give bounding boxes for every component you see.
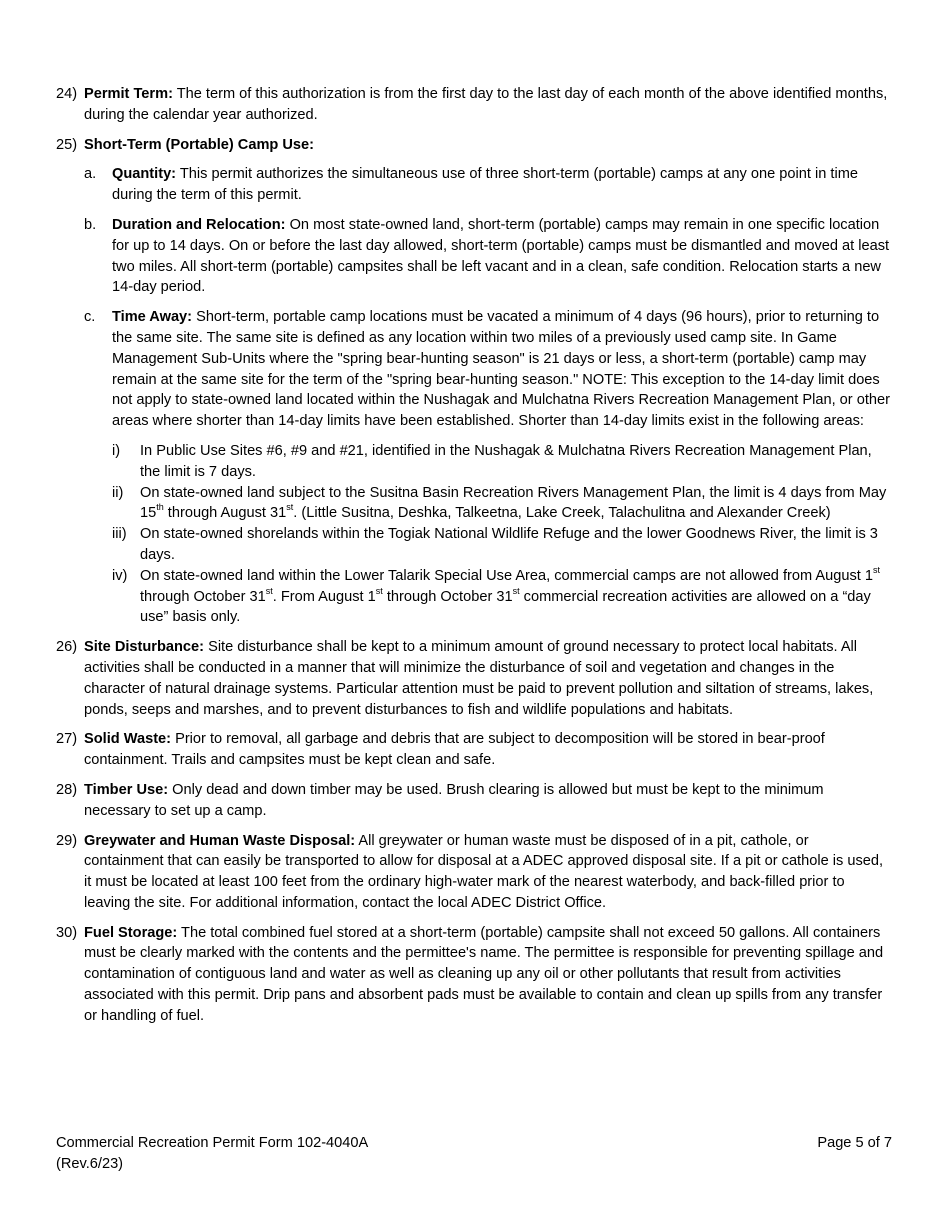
document-body	[56, 84, 892, 1036]
area-text: In Public Use Sites #6, #9 and #21, identified in the Nushagak & Mulchatna Rivers Recreation Management Plan, the limit is 7 days.	[140, 442, 872, 480]
item-number: 30)	[56, 924, 78, 941]
footer-form-info	[56, 1133, 368, 1175]
item-text: Only dead and down timber may be used. Brush clearing is allowed but must be kept to the minimum necessary to set up a camp.	[84, 781, 824, 819]
superscript: st	[265, 585, 273, 596]
item-number: 25)	[56, 136, 78, 153]
item-24-permit-term	[56, 84, 892, 126]
area-text: through October 31	[140, 588, 266, 605]
area-text: . From August 1	[272, 588, 376, 605]
item-heading: Short-Term (Portable) Camp Use:	[84, 136, 315, 153]
roman-label: iv)	[112, 567, 128, 584]
subitem-heading: Quantity:	[112, 166, 177, 183]
area-limit-ii	[56, 483, 892, 525]
superscript: st	[873, 564, 881, 575]
item-heading: Permit Term:	[84, 86, 173, 102]
item-text: Site disturbance shall be kept to a minimum amount of ground necessary to protect local habitats. All activities shall be conducted in a manner that will minimize the disturbance of soil and vegetation and changes in the character of natural drainage systems. Particular attention must be paid to prevent pollution and siltation of streams, lakes, ponds, seeps and marshes, and to prevent disturbances to fish and wildlife populations and habitats.	[84, 639, 874, 718]
roman-label: i)	[112, 442, 121, 459]
item-text: The total combined fuel stored at a short-term (portable) campsite shall not exceed 50 gallons. All containers must be clearly marked with the contents and the permittee's name. The permittee is responsible for preventing spillage and contamination of contiguous land and water as well as cleaning up any oil or other pollutants that result from activities associated with this permit. Drip pans and absorbent pads must be available to contain and clean up spills from any transfer or handling of fuel.	[84, 924, 884, 1024]
subitem-text: This permit authorizes the simultaneous use of three short-term (portable) camps at any one point in time during the term of this permit.	[112, 166, 858, 204]
form-name: Commercial Recreation Permit Form 102-4040A	[56, 1135, 369, 1151]
subitem-heading: Time Away:	[112, 309, 193, 326]
item-heading: Timber Use:	[84, 781, 169, 798]
item-number: 24)	[56, 86, 78, 102]
area-text: On state-owned shorelands within the Togiak National Wildlife Refuge and the lower Goodnews River, the limit is 3 days.	[140, 526, 878, 563]
roman-label: ii)	[112, 484, 124, 501]
item-25-camp-use	[56, 135, 892, 629]
area-limits-list	[56, 441, 892, 628]
subitem-text: On most state-owned land, short-term (portable) camps may remain in one specific location for up to 14 days. On or before the last day allowed, short-term (portable) camps must be dismantled and moved at least two miles. All short-term (portable) campsites shall be left vacant and in a clean, safe condition. Relocation starts a new 14-day period.	[112, 216, 890, 296]
item-text: Prior to removal, all garbage and debris that are subject to decomposition will be stored in bear-proof containment. Trails and campsites must be kept clean and safe.	[84, 731, 825, 769]
item-heading: Fuel Storage:	[84, 924, 178, 941]
area-text: commercial recreation activities are allowed on a “day use” basis only.	[140, 588, 871, 626]
item-27-solid-waste	[56, 729, 892, 771]
superscript: st	[286, 502, 294, 513]
subitem-a-quantity	[56, 164, 892, 206]
area-limit-iv	[56, 566, 892, 628]
item-number: 27)	[56, 731, 78, 748]
area-text: On state-owned land subject to the Susitna Basin Recreation Rivers Management Plan, the limit is 4 days from May 15	[140, 484, 887, 522]
area-text: through August 31	[163, 505, 287, 522]
area-text: through October 31	[382, 588, 513, 605]
page-number: Page 5 of 7	[817, 1135, 892, 1151]
subitem-b-duration	[56, 215, 892, 298]
superscript: st	[375, 585, 383, 596]
item-text: The term of this authorization is from the first day to the last day of each month of the above identified months, during the calendar year authorized.	[84, 86, 888, 123]
item-heading: Greywater and Human Waste Disposal:	[84, 832, 356, 849]
item-number: 26)	[56, 639, 78, 656]
area-limit-i	[56, 441, 892, 483]
item-28-timber-use	[56, 780, 892, 822]
subitem-heading: Duration and Relocation:	[112, 216, 286, 233]
item-heading: Solid Waste:	[84, 731, 172, 748]
superscript: th	[156, 502, 164, 513]
form-revision: (Rev.6/23)	[56, 1155, 124, 1172]
item-29-waste-disposal	[56, 831, 892, 914]
subitem-label: a.	[84, 166, 97, 183]
area-text: . (Little Susitna, Deshka, Talkeetna, Lake Creek, Talachulitna and Alexander Creek)	[293, 505, 831, 522]
roman-label: iii)	[112, 526, 127, 543]
item-text: All greywater or human waste must be disposed of in a pit, cathole, or containment that can easily be transported to allow for disposal at a ADEC approved disposal site. If a pit or cathole is used, it must be located at least 100 feet from the ordinary high-water mark of the nearest waterbody, and back-filled prior to leaving the site. For additional information, contact the local ADEC District Office.	[84, 832, 884, 911]
subitem-c-time-away	[56, 307, 892, 432]
superscript: st	[512, 585, 520, 596]
item-26-site-disturbance	[56, 637, 892, 720]
subitem-label: c.	[84, 309, 96, 326]
item-30-fuel-storage	[56, 923, 892, 1027]
item-heading: Site Disturbance:	[84, 639, 205, 656]
subitem-text: Short-term, portable camp locations must be vacated a minimum of 4 days (96 hours), prior to returning to the same site. The same site is defined as any location within two miles of a previously used camp site. In Game Management Sub-Units where the "spring bear-hunting season" is 21 days or less, a short-term (portable) camp may remain at the same site for the term of the "spring bear-hunting season." NOTE: This exception to the 14-day limit does not apply to state-owned land located within the Nushagak and Mulchatna Rivers Recreation Management Plan, or other areas where shorter than 14-day limits have been established. Shorter than 14-day limits exist in the following areas:	[112, 309, 890, 430]
subitem-label: b.	[84, 216, 97, 233]
item-number: 28)	[56, 781, 78, 798]
area-text: On state-owned land within the Lower Talarik Special Use Area, commercial camps are not allowed from August 1	[140, 567, 874, 584]
area-limit-iii	[56, 524, 892, 566]
item-number: 29)	[56, 832, 78, 849]
